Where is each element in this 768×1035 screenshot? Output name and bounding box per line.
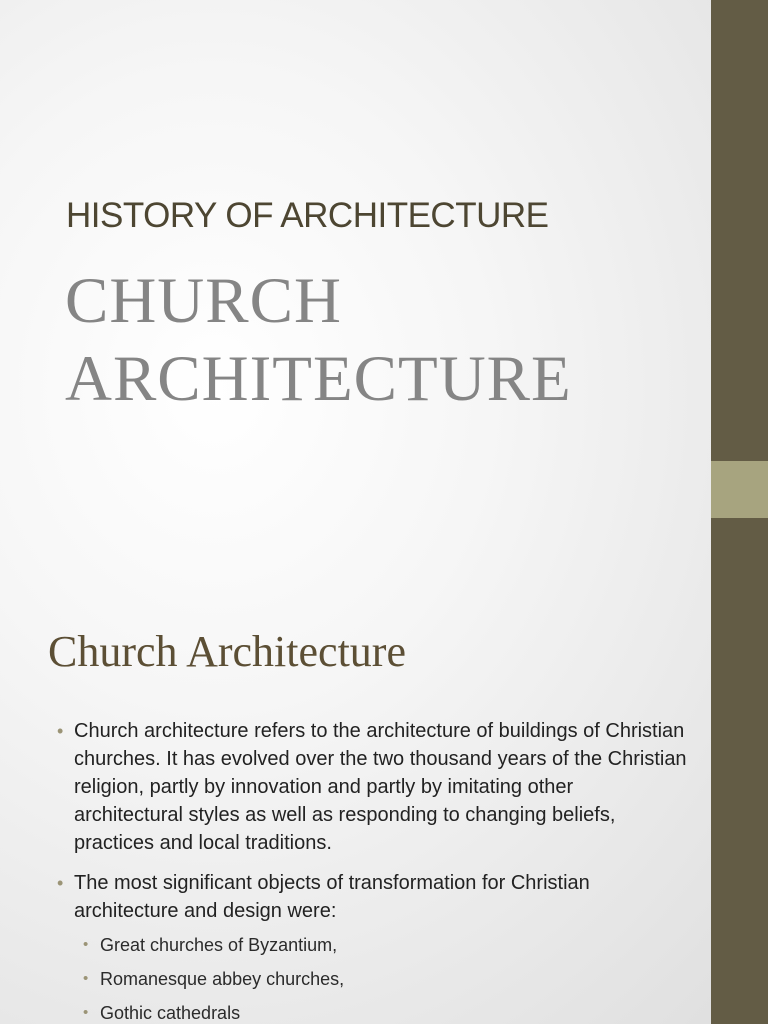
title-line: CHURCH [65, 265, 342, 337]
sub-bullet-dot-icon: • [83, 1004, 89, 1021]
slide-title [65, 262, 572, 418]
sub-bullet-item [57, 933, 687, 957]
sidebar-accent-block [711, 461, 768, 518]
bullet-list [57, 717, 687, 1035]
section-heading: Church Architecture [48, 627, 406, 676]
sub-bullet-text: Gothic cathedrals [100, 1003, 241, 1023]
bullet-text: Church architecture refers to the architecture of buildings of Christian churches. It has evolved over the two thousand years of the Christian religion, partly by innovation and partly by imitating other architectural styles as well as responding to changing beliefs, practices and local traditions. [74, 720, 687, 854]
sub-bullet-item [57, 1001, 687, 1025]
sub-bullet-list [57, 933, 687, 1025]
bullet-item [57, 869, 687, 925]
sub-bullet-dot-icon: • [83, 936, 89, 953]
sub-bullet-text: Romanesque abbey churches, [100, 969, 345, 989]
bullet-item [57, 717, 687, 857]
bullet-dot-icon: • [57, 873, 64, 893]
sub-bullet-dot-icon: • [83, 970, 89, 987]
bullet-text: The most significant objects of transformation for Christian architecture and design were: [74, 872, 590, 922]
sub-bullet-text: Great churches of Byzantium, [100, 935, 338, 955]
bullet-dot-icon: • [57, 721, 64, 741]
slide-kicker: HISTORY OF ARCHITECTURE [66, 196, 549, 235]
title-line: ARCHITECTURE [65, 343, 572, 415]
sub-bullet-item [57, 967, 687, 991]
